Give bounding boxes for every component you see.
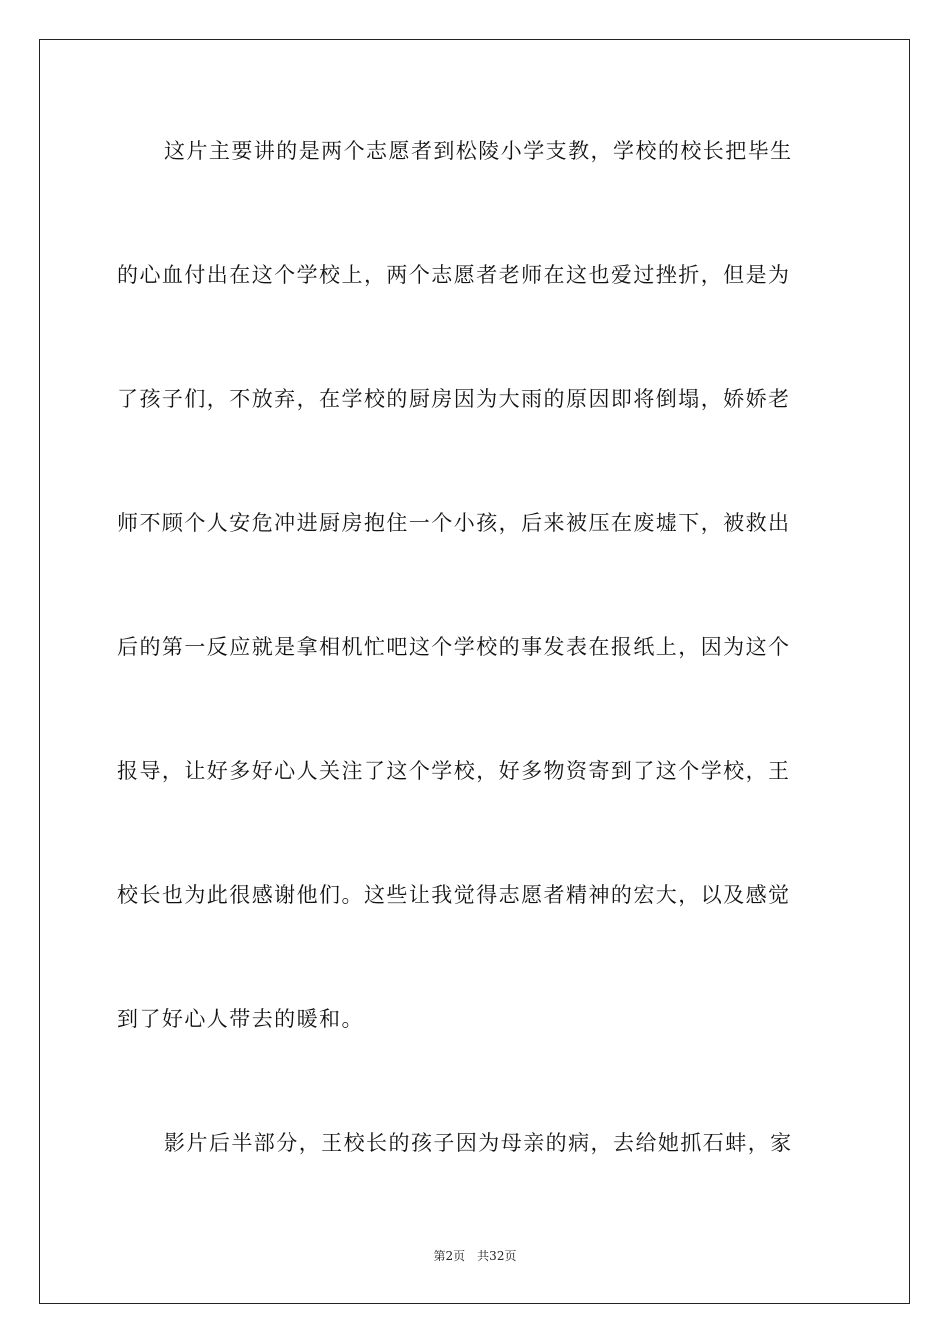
paragraph-1-line-1: 这片主要讲的是两个志愿者到松陵小学支教，学校的校长把毕生 (164, 139, 793, 163)
paragraph-1-line-7: 校长也为此很感谢他们。这些让我觉得志愿者精神的宏大，以及感觉 (117, 883, 791, 907)
paragraph-1-line-2: 的心血付出在这个学校上，两个志愿者老师在这也爱过挫折，但是为 (117, 263, 791, 287)
page-border (39, 39, 910, 1304)
paragraph-1-line-3: 了孩子们，不放弃，在学校的厨房因为大雨的原因即将倒塌，娇娇老 (117, 387, 791, 411)
paragraph-1-line-4: 师不顾个人安危冲进厨房抱住一个小孩，后来被压在废墟下，被救出 (117, 511, 791, 535)
paragraph-1-line-5: 后的第一反应就是拿相机忙吧这个学校的事发表在报纸上，因为这个 (117, 635, 791, 659)
page-number-footer: 第2页 共32页 (433, 1249, 517, 1263)
paragraph-2-line-1: 影片后半部分，王校长的孩子因为母亲的病，去给她抓石蚌，家 (164, 1131, 793, 1155)
paragraph-1-line-6: 报导，让好多好心人关注了这个学校，好多物资寄到了这个学校，王 (117, 759, 791, 783)
paragraph-1-line-8: 到了好心人带去的暖和。 (117, 1007, 364, 1031)
